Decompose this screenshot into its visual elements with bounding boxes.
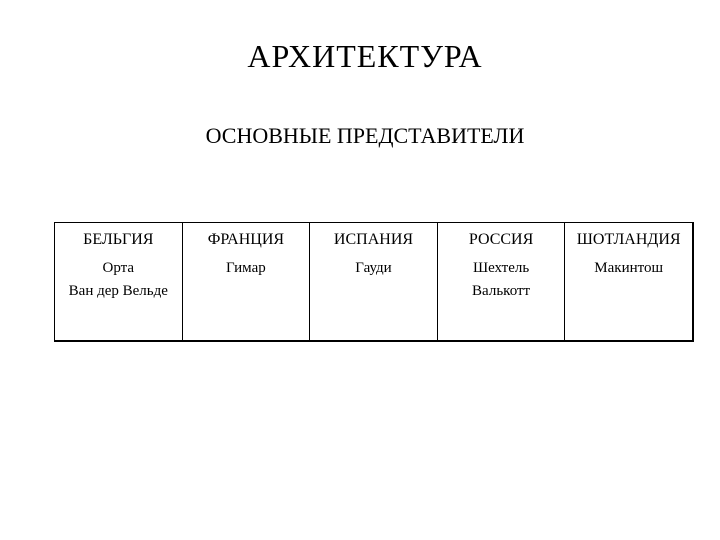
table-column-belgium bbox=[55, 223, 183, 340]
architect-name: Шехтель bbox=[472, 260, 530, 276]
column-header: БЕЛЬГИЯ bbox=[83, 231, 154, 248]
page-subtitle: ОСНОВНЫЕ ПРЕДСТАВИТЕЛИ bbox=[205, 123, 525, 148]
representatives-table bbox=[54, 222, 694, 342]
table-column-russia bbox=[438, 223, 566, 340]
column-names bbox=[226, 257, 266, 280]
column-header: ИСПАНИЯ bbox=[333, 231, 414, 248]
table-column-spain bbox=[310, 223, 438, 340]
column-names bbox=[69, 257, 168, 303]
architect-name: Валькотт bbox=[472, 283, 531, 299]
column-names bbox=[355, 257, 391, 280]
column-header: РОССИЯ bbox=[468, 231, 534, 248]
architect-name: Гауди bbox=[355, 260, 392, 276]
architect-name: Орта bbox=[102, 260, 135, 276]
architect-name: Гимар bbox=[226, 260, 266, 276]
column-names bbox=[472, 257, 530, 303]
page-title: АРХИТЕКТУРА bbox=[247, 38, 483, 74]
column-header: ФРАНЦИЯ bbox=[207, 231, 285, 248]
architect-name: Макинтош bbox=[594, 260, 664, 276]
column-header: ШОТЛАНДИЯ bbox=[576, 231, 681, 248]
table-column-france bbox=[183, 223, 311, 340]
column-names bbox=[594, 257, 663, 280]
architect-name: Ван дер Вельде bbox=[68, 283, 168, 299]
table-column-scotland bbox=[565, 223, 692, 340]
